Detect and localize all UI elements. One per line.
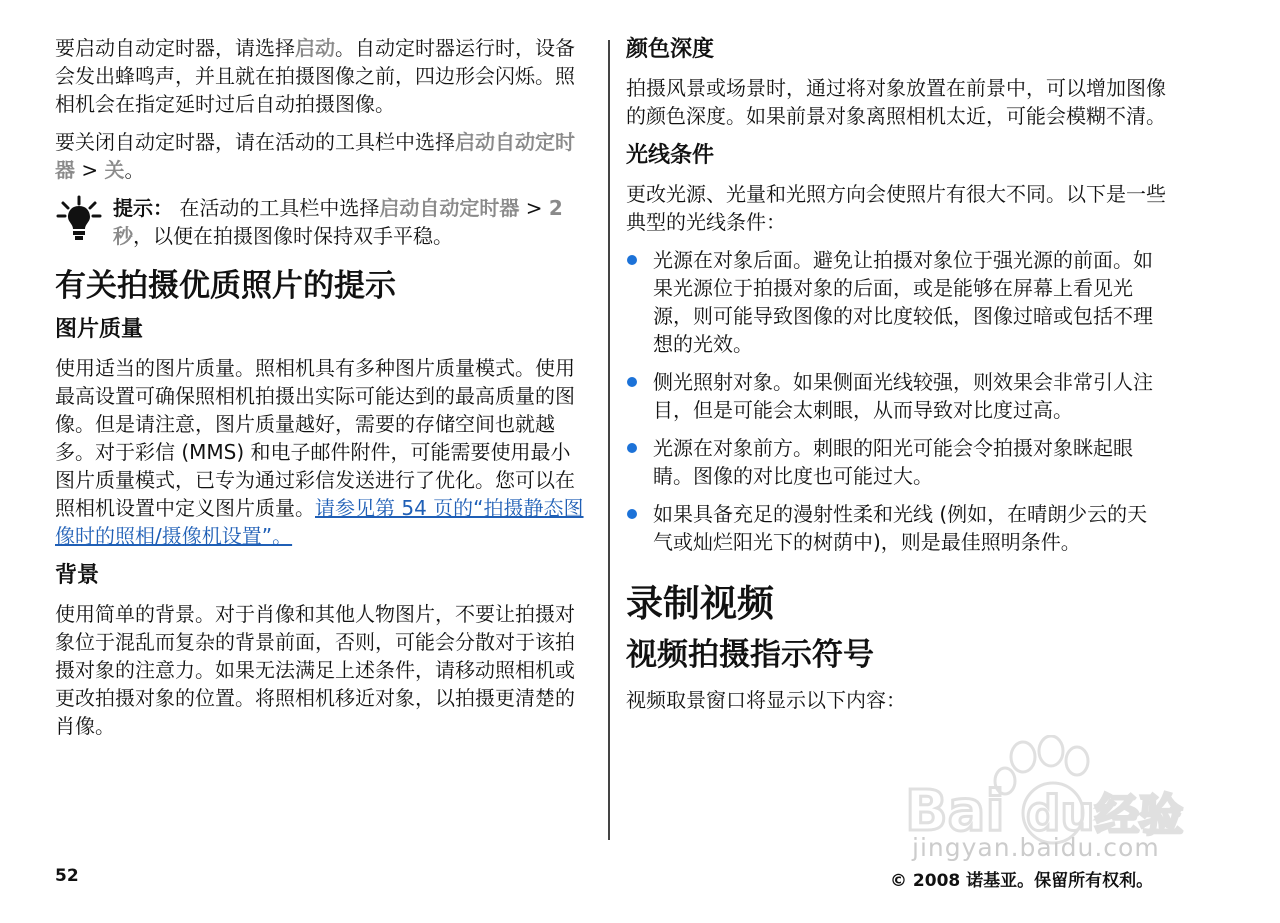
svg-text:经验: 经验 xyxy=(1095,790,1183,841)
start-option: 启动 xyxy=(295,36,335,60)
right-column xyxy=(626,34,1166,724)
svg-text:Bai: Bai xyxy=(905,779,1005,844)
video-indicators-paragraph: 视频取景窗口将显示以下内容： xyxy=(626,688,906,712)
tip-box xyxy=(55,194,590,250)
heading-color-depth: 颜色深度 xyxy=(626,37,715,62)
list-item: 光源在对象前方。刺眼的阳光可能会令拍摄对象眯起眼睛。图像的对比度也可能过大。 xyxy=(626,434,1166,490)
column-divider xyxy=(608,40,610,840)
camera-settings-link[interactable]: 请参见第 54 页的“拍摄静态图像时的照相/摄像机设置”。 xyxy=(55,496,584,548)
self-timer-paragraph: 要启动自动定时器，请选择启动。自动定时器运行时，设备会发出蜂鸣声，并且就在拍摄图像之前，四边形会闪烁。照相机会在指定延时过后自动拍摄图像。 xyxy=(55,36,575,116)
lightbulb-icon xyxy=(55,194,103,242)
heading-background: 背景 xyxy=(55,563,100,588)
color-depth-paragraph: 拍摄风景或场景时，通过将对象放置在前景中，可以增加图像的颜色深度。如果前景对象离照相机太近，可能会模糊不清。 xyxy=(626,76,1166,128)
list-item: 如果具备充足的漫射性柔和光线 (例如，在晴朗少云的天气或灿烂阳光下的树荫中)，则是最佳照明条件。 xyxy=(626,500,1166,556)
page-number: 52 xyxy=(55,866,79,886)
section-title: 有关拍摄优质照片的提示 xyxy=(55,268,396,304)
heading-video-indicators: 视频拍摄指示符号 xyxy=(626,637,874,673)
list-item: 光源在对象后面。避免让拍摄对象位于强光源的前面。如果光源位于拍摄对象的后面，或是能够在屏幕上看见光源，则可能导致图像的对比度较低，图像过暗或包括不理想的光效。 xyxy=(626,246,1166,358)
watermark-url: jingyan.baidu.com xyxy=(912,833,1160,862)
light-conditions-paragraph: 更改光源、光量和光照方向会使照片有很大不同。以下是一些典型的光线条件： xyxy=(626,182,1166,234)
background-paragraph: 使用简单的背景。对于肖像和其他人物图片，不要让拍摄对象位于混乱而复杂的背景前面，否则，可能会分散对于该拍摄对象的注意力。如果无法满足上述条件，请移动照相机或更改拍摄对象的位置。将照相机移近对象，以拍摄更清楚的肖像。 xyxy=(55,602,575,738)
list-item: 侧光照射对象。如果侧面光线较强，则效果会非常引人注目，但是可能会太刺眼，从而导致对比度过高。 xyxy=(626,368,1166,424)
heading-image-quality: 图片质量 xyxy=(55,317,144,342)
bullet-icon xyxy=(627,377,637,387)
svg-text:du: du xyxy=(1026,786,1095,842)
heading-record-video: 录制视频 xyxy=(626,582,774,625)
heading-light-conditions: 光线条件 xyxy=(626,143,715,168)
copyright: © 2008 诺基亚。保留所有权利。 xyxy=(890,871,1154,891)
close-timer-paragraph: 要关闭自动定时器，请在活动的工具栏中选择启动自动定时器 > 关。 xyxy=(55,130,575,182)
light-conditions-list xyxy=(626,246,1166,556)
left-column xyxy=(55,34,590,750)
bullet-icon xyxy=(627,509,637,519)
bullet-icon xyxy=(627,443,637,453)
tip-text: 提示： 在活动的工具栏中选择启动自动定时器 > 2 秒，以便在拍摄图像时保持双手平稳。 xyxy=(113,196,563,248)
bullet-icon xyxy=(627,255,637,265)
off-option: 关 xyxy=(104,158,125,182)
start-self-timer-option: 启动自动定时器 xyxy=(55,130,575,182)
image-quality-paragraph: 使用适当的图片质量。照相机具有多种图片质量模式。使用最高设置可确保照相机拍摄出实际可能达到的最高质量的图像。但是请注意，图片质量越好，需要的存储空间也就越多。对于彩信 (MMS) 和电子邮件附件，可能需要使用最小图片质量模式，已专为通过彩信发送进行了优化。您可以在照相机设置中定义图片质量。请参见第 54 页的“拍摄静态图像时的照相/摄像机设置”。 xyxy=(55,356,584,548)
